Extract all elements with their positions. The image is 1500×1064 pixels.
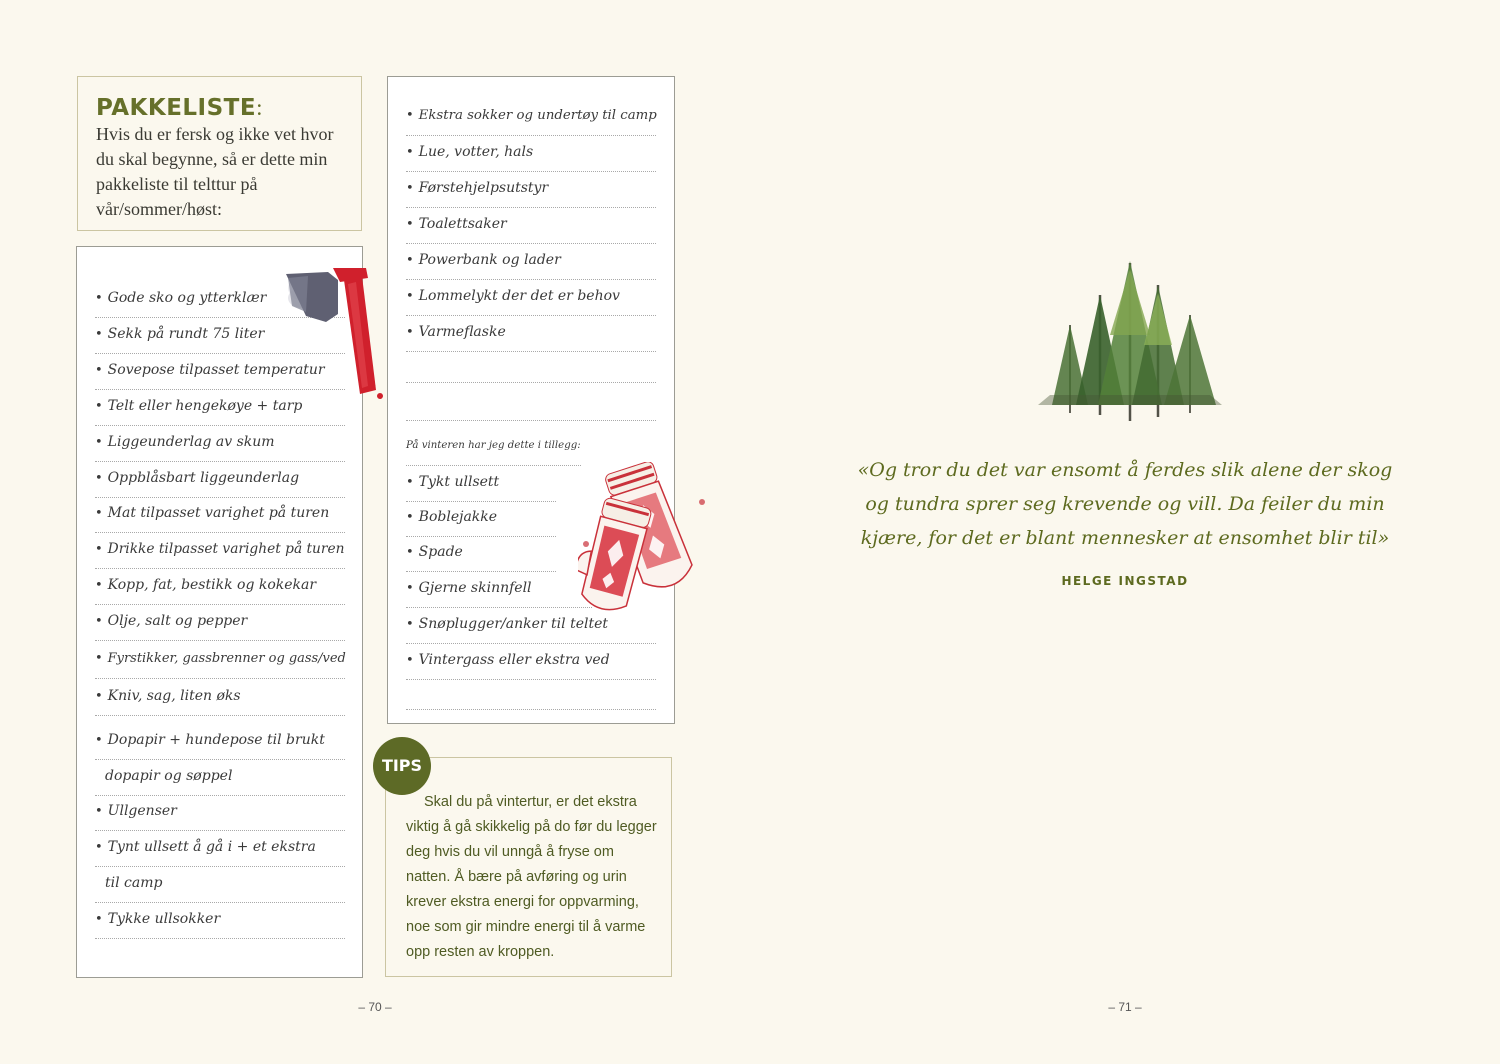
winter-heading: På vinteren har jeg dette i tillegg: (406, 434, 581, 466)
list-item (95, 871, 345, 903)
list-item (95, 907, 345, 939)
list-item-label: Tynt ullsett å gå i + et ekstra (107, 839, 316, 855)
page-title: PAKKELISTE: (96, 95, 263, 121)
list-item-label: Drikke tilpasset varighet på turen (107, 541, 345, 557)
list-item-label: Mat tilpasset varighet på turen (107, 505, 330, 521)
list-item (406, 648, 656, 680)
list-item (406, 576, 592, 608)
bullet-icon: • (95, 614, 103, 629)
bullet-icon: • (406, 217, 414, 232)
blank-line (406, 708, 656, 710)
list-item-label: Varmeflaske (418, 324, 506, 340)
list-item-label: Ullgenser (107, 803, 177, 819)
bullet-icon: • (95, 291, 103, 306)
tips-badge: TIPS (373, 737, 431, 795)
list-item-label: Sovepose tilpasset temperatur (107, 362, 325, 378)
list-item (95, 466, 345, 498)
page-number-right: – 71 – (1108, 1000, 1142, 1014)
bullet-icon: • (406, 510, 414, 525)
bullet-icon: • (406, 145, 414, 160)
quote-text: «Og tror du det var ensomt å ferdes slik alene der skog og tundra sprer seg krevende og vill. Da feiler du min kjære, for det er blant mennesker at ensomhet blir til» (857, 459, 1393, 549)
list-item-label: Tykke ullsokker (107, 911, 221, 927)
list-item (406, 212, 656, 244)
bullet-icon: • (406, 653, 414, 668)
list-item (95, 573, 345, 605)
quote-author: HELGE INGSTAD (1061, 574, 1189, 588)
bullet-icon: • (406, 545, 414, 560)
list-item-label: Liggeunderlag av skum (107, 434, 275, 450)
bullet-icon: • (95, 471, 103, 486)
list-item (95, 609, 345, 641)
bullet-icon: • (95, 840, 103, 855)
list-item-label: Kopp, fat, bestikk og kokekar (107, 577, 317, 593)
list-item-label: Vintergass eller ekstra ved (418, 652, 610, 668)
list-item (95, 684, 345, 716)
list-item-label: Lue, votter, hals (418, 144, 534, 160)
pakkeliste-header (77, 76, 362, 231)
list-item (406, 104, 656, 136)
page-number-left: – 70 – (358, 1000, 392, 1014)
tips-text: Skal du på vintertur, er det ekstra viktig å gå skikkelig på do før du legger deg hvis du vil unngå å fryse om natten. Å bære på avføring og urin krever ekstra energi for oppvarming, noe som gir mindre energi til å varme opp resten av kroppen. (406, 794, 657, 960)
list-item (406, 284, 656, 316)
bullet-icon: • (95, 804, 103, 819)
list-item (406, 248, 656, 280)
list-item (95, 799, 345, 831)
list-item (406, 540, 556, 572)
list-item-label: Boblejakke (418, 509, 498, 525)
bullet-icon: • (406, 617, 414, 632)
list-item-label: dopapir og søppel (105, 768, 233, 784)
list-item (95, 501, 345, 533)
bullet-icon: • (406, 289, 414, 304)
bullet-icon: • (95, 912, 103, 927)
packing-list-right (387, 76, 675, 724)
intro-text: Hvis du er fersk og ikke vet hvor du skal begynne, så er dette min pakkeliste til telttur på vår/sommer/høst: (96, 124, 334, 219)
bullet-icon: • (95, 542, 103, 557)
blank-line (406, 419, 656, 421)
list-item-label: Lommelykt der det er behov (418, 288, 620, 304)
list-item (406, 176, 656, 208)
list-item-label: Tykt ullsett (418, 474, 500, 490)
list-item (406, 140, 656, 172)
list-item (95, 835, 345, 867)
list-item (95, 430, 345, 462)
list-item-label: Gode sko og ytterklær (107, 290, 267, 306)
list-item-label: Olje, salt og pepper (107, 613, 248, 629)
list-item-label: Oppblåsbart liggeunderlag (107, 470, 300, 486)
bullet-icon: • (406, 325, 414, 340)
list-item (95, 537, 345, 569)
blank-line (406, 381, 656, 383)
list-item-label: Fyrstikker, gassbrenner og gass/ved (107, 651, 346, 666)
bullet-icon: • (95, 363, 103, 378)
list-item-label: Powerbank og lader (418, 252, 561, 268)
bullet-icon: • (95, 651, 103, 666)
list-item (406, 505, 556, 537)
list-item-label: Snøplugger/anker til teltet (418, 616, 609, 632)
list-item-label: Telt eller hengekøye + tarp (107, 398, 303, 414)
list-item (95, 647, 345, 679)
mittens-illustration (578, 462, 713, 617)
list-item-label: Sekk på rundt 75 liter (107, 326, 265, 342)
axe-illustration (278, 262, 388, 402)
bullet-icon: • (95, 327, 103, 342)
list-item (95, 728, 345, 760)
list-item (95, 764, 345, 796)
list-item-label: Kniv, sag, liten øks (107, 688, 241, 704)
list-item-label: Spade (418, 544, 463, 560)
list-item-label: til camp (105, 875, 163, 891)
bullet-icon: • (406, 181, 414, 196)
bullet-icon: • (95, 578, 103, 593)
bullet-icon: • (406, 108, 414, 123)
list-item-label: Dopapir + hundepose til brukt (107, 732, 325, 748)
bullet-icon: • (406, 253, 414, 268)
bullet-icon: • (406, 581, 414, 596)
list-item-label: Ekstra sokker og undertøy til camp (418, 108, 657, 123)
trees-illustration (1030, 255, 1230, 425)
list-item-label: Førstehjelpsutstyr (418, 180, 549, 196)
bullet-icon: • (406, 475, 414, 490)
list-item (406, 470, 556, 502)
bullet-icon: • (95, 506, 103, 521)
bullet-icon: • (95, 399, 103, 414)
bullet-icon: • (95, 435, 103, 450)
bullet-icon: • (95, 733, 103, 748)
list-item (406, 320, 656, 352)
list-item-label: Toalettsaker (418, 216, 507, 232)
list-item-label: Gjerne skinnfell (418, 580, 532, 596)
bullet-icon: • (95, 689, 103, 704)
